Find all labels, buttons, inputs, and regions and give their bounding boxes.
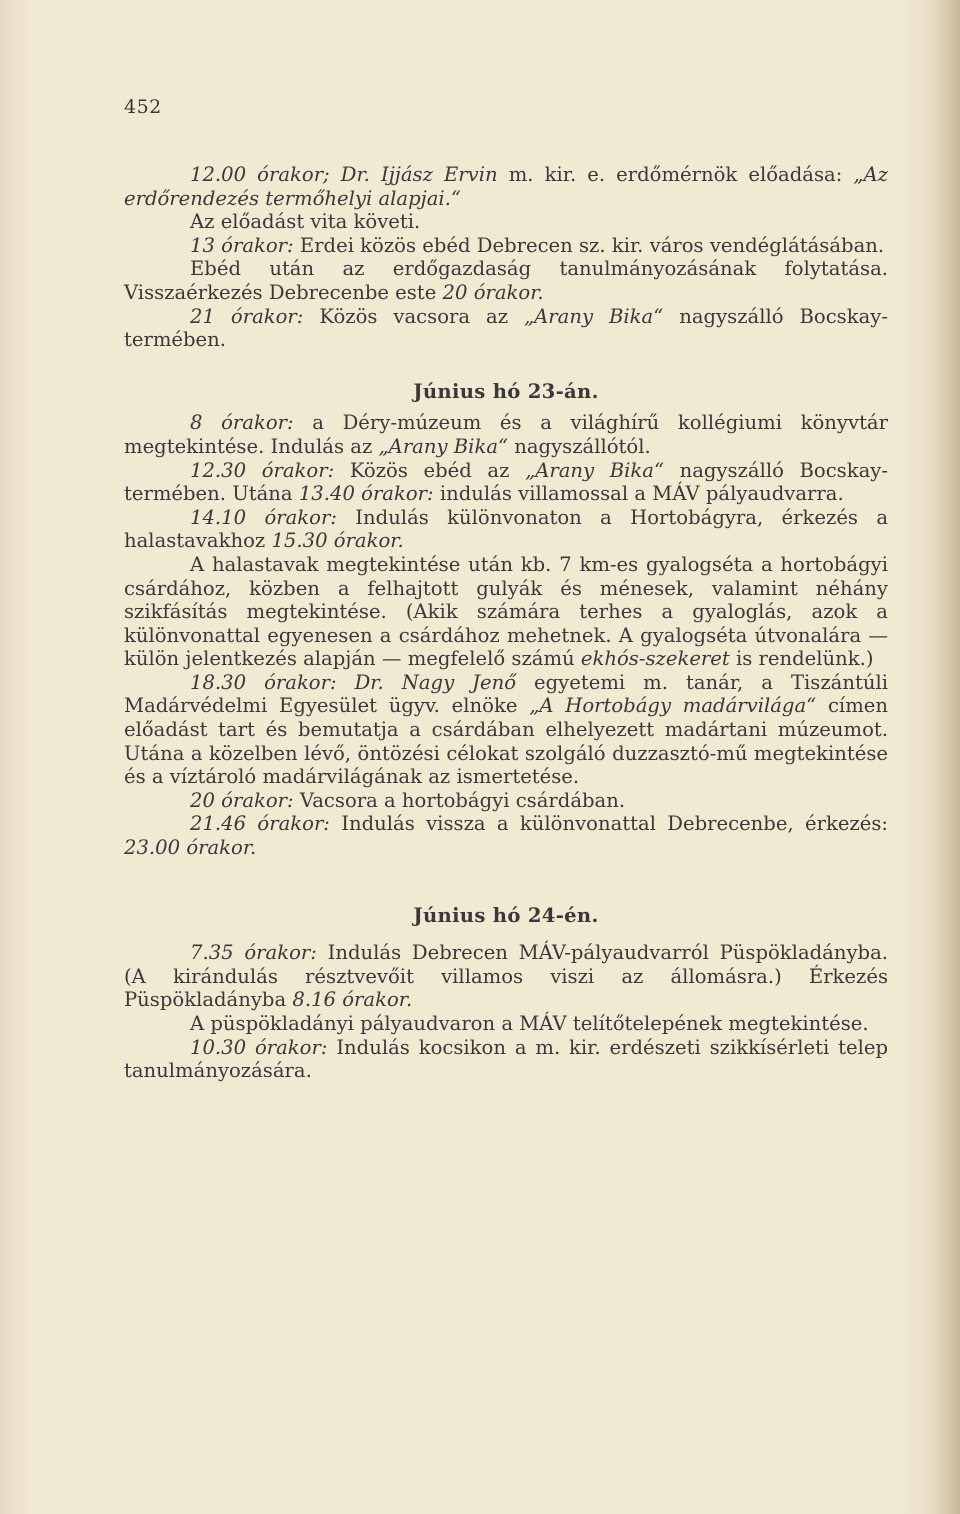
paragraph [124, 210, 888, 234]
text-run: Indulás különvonaton a Hortobágyra, érkezés a halastavakhoz [124, 505, 888, 553]
body-text [124, 163, 888, 1083]
italic-phrase: 23.00 órakor. [124, 836, 257, 860]
text-run: a Déry-múzeum és a világhírű kollégiumi könyvtár megtekintése. Indulás az [124, 411, 888, 458]
paragraph [124, 941, 888, 1012]
section-heading: Június hó 23-án. [413, 379, 599, 403]
italic-phrase: „A Hortobágy madárvilága“ [529, 694, 817, 718]
paragraph [124, 305, 888, 352]
paragraph [124, 553, 888, 671]
paragraph [124, 1036, 888, 1083]
text-run: A püspökladányi pályaudvaron a MÁV telítőtelepének megtekintése. [190, 1012, 869, 1035]
text-run: nagyszálló Bocskay-termében. [124, 304, 888, 352]
paragraph [124, 812, 888, 859]
paragraph [124, 789, 888, 813]
paragraph [124, 234, 888, 258]
text-run: nagyszállótól. [508, 434, 651, 458]
italic-phrase: 12.00 órakor; Dr. Ijjász Ervin [190, 163, 498, 186]
paragraph [124, 506, 888, 553]
text-run: Vacsora a hortobágyi csárdában. [293, 788, 626, 812]
text-run: Indulás vissza a különvonattal Debrecenbe, érkezés: [329, 812, 888, 836]
italic-phrase: 12.30 órakor: [190, 458, 335, 482]
italic-phrase: „Arany Bika“ [378, 434, 509, 458]
italic-phrase: 20 órakor: [190, 788, 294, 812]
italic-phrase: 14.10 órakor: [190, 505, 337, 529]
text-run: Közös vacsora az [303, 304, 524, 328]
italic-phrase: ekhós-szekeret [580, 647, 730, 671]
text-run: egyetemi m. tanár, a Tiszántúli Madárvédelmi Egyesület ügyv. elnöke [124, 670, 888, 718]
text-run: is rendelünk.) [729, 647, 874, 671]
paragraph [124, 1012, 888, 1036]
italic-phrase: 8.16 órakor. [292, 988, 413, 1012]
text-run: Közös ebéd az [334, 458, 526, 482]
italic-phrase: 21 órakor: [190, 304, 304, 328]
italic-phrase: 13 órakor: [190, 233, 294, 257]
paragraph [124, 411, 888, 458]
italic-phrase: 10.30 órakor: [190, 1035, 328, 1059]
section-heading: Június hó 24-én. [413, 903, 599, 927]
text-run: A halastavak megtekintése után kb. 7 km-es gyalogséta a hortobágyi csárdához, közben a felhajtott gulyák és ménesek, valamint néhány szikfásítás megtekintése. (Akik számára terhes a gyaloglás, azok a különvonattal egyenesen a csárdához mehetnek. A gyalogséta útvonalára — külön jelentkezés alapján — megfelelő számú [124, 552, 888, 671]
text-run: Erdei közös ebéd Debrecen sz. kir. város vendéglátásában. [293, 233, 885, 257]
italic-phrase: „Arany Bika“ [525, 458, 664, 482]
text-run: Indulás kocsikon a m. kir. erdészeti szikkísérleti telep tanulmányozására. [124, 1035, 888, 1083]
italic-phrase: 15.30 órakor. [271, 529, 404, 553]
italic-phrase: „Az erdőrendezés termőhelyi alapjai.“ [124, 163, 889, 210]
italic-phrase: 7.35 órakor: [190, 941, 317, 965]
paragraph [124, 163, 888, 210]
text-run: címen előadást tart és bemutatja a csárdában elhelyezett madártani múzeumot. Utána a közelben lévő, öntözési célokat szolgáló duzzasztó-mű megtekintése és a víztároló madárvilágának az ismertetése. [124, 694, 888, 789]
text-run: Az előadást vita követi. [190, 210, 421, 234]
text-run: Ebéd után az erdőgazdaság tanulmányozásának folytatása. Visszaérkezés Debrecenbe este [124, 257, 888, 304]
paragraph [124, 257, 888, 304]
italic-phrase: 18.30 órakor: Dr. Nagy Jenő [190, 670, 517, 694]
italic-phrase: 20 órakor. [442, 280, 544, 304]
paragraph [124, 671, 888, 789]
text-run: nagyszálló Bocskay-termében. Utána [124, 458, 888, 506]
italic-phrase: „Arany Bika“ [524, 304, 664, 328]
text-run: m. kir. e. erdőmérnök előadása: [497, 163, 854, 186]
page-number: 452 [124, 96, 162, 118]
italic-phrase: 13.40 órakor: [298, 482, 434, 506]
text-run: indulás villamossal a MÁV pályaudvarra. [433, 482, 844, 506]
text-run: Indulás Debrecen MÁV-pályaudvarról Püspökladányba. (A kirándulás résztvevőit villamos viszi az állomásra.) Érkezés Püspökladányba [124, 941, 888, 1012]
italic-phrase: 8 órakor: [190, 411, 294, 435]
paragraph [124, 459, 888, 506]
italic-phrase: 21.46 órakor: [190, 812, 330, 836]
